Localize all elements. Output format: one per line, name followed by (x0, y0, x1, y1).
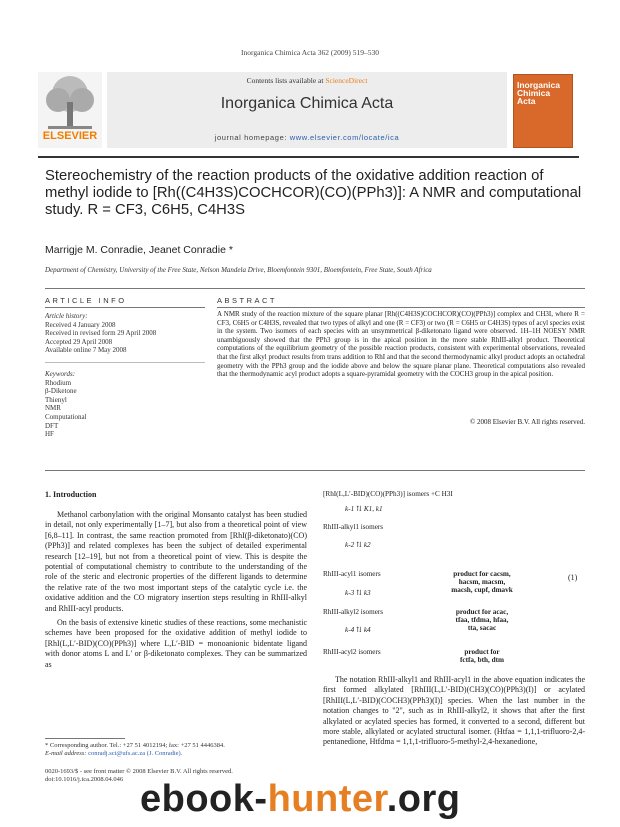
history-item: Accepted 29 April 2008 (45, 337, 113, 346)
intro-paragraph-2: On the basis of extensive kinetic studies of these reactions, some mechanistic schemes have been proposed for the oxidative addition of methyl iodide to [RhI(L,L′-BID)(CO)(PPh3)] where L,L′-BID = monoanionic bidentate ligand with donor atoms L and L′ or β-diketonato complexes. They can be summarized as (45, 618, 307, 669)
keyword: NMR (45, 404, 61, 413)
footnote-line: * Corresponding author. Tel.: +27 51 4012194; fax: +27 51 4446384. (45, 742, 225, 749)
species-acyl2: RhIII-acyl2 isomers (323, 648, 381, 656)
rate-constant: k-1 (345, 505, 355, 513)
article-history (45, 312, 205, 355)
abstract-copyright: © 2008 Elsevier B.V. All rights reserved. (469, 418, 585, 426)
equilibrium-arrow-icon: ⇅ (355, 626, 363, 634)
rate-constant: k-2 (345, 541, 355, 549)
product-line: hacsm, macsm, (458, 578, 506, 586)
abstract-rule (217, 307, 585, 308)
keywords (45, 370, 205, 439)
product-line: tta, sacac (467, 624, 497, 632)
issn-line: 0020-1693/$ - see front matter © 2008 Elsevier B.V. All rights reserved. (45, 768, 233, 775)
footnote (45, 742, 307, 758)
intro-column (45, 510, 307, 670)
contents-line (107, 76, 507, 85)
cover-title-1: Inorganica (517, 80, 560, 90)
history-item: Available online 7 May 2008 (45, 346, 127, 355)
keywords-rule (45, 362, 205, 363)
col2-paragraph (323, 675, 585, 748)
product-line: product for (464, 648, 500, 656)
watermark-part: .org (386, 778, 461, 820)
product-line: fctfa, bth, dtm (460, 656, 504, 664)
scheme-top: [RhI(L,L′-BID)(CO)(PPh3)] isomers +C H3I (323, 490, 453, 498)
alkyl2-products (427, 608, 537, 632)
keyword: HF (45, 430, 54, 439)
species-alkyl1: RhIII-alkyl1 isomers (323, 523, 384, 531)
title-line-1: Stereochemistry of the reaction products of the oxidative addition reaction of (45, 168, 544, 184)
running-head: Inorganica Chimica Acta 362 (2009) 519–530 (241, 48, 379, 57)
email-label: E-mail address: (45, 750, 87, 757)
homepage-link[interactable]: www.elsevier.com/locate/ica (289, 133, 400, 142)
abstract-text: A NMR study of the reaction mixture of the square planar [Rh((C4H3S)COCHCOR)(CO)(PPh3)] complex and CH3I, where R = CF3, C6H5 or C4H3S, revealed that two types of alkyl and one (R = CF3) or two (R = C6H5 or C4H3S) types of acyl species exist in the system. Two isomers of each species with an unsymmetrical β-diketonato ligand were observed. 1H–1H NOESY NMR unambiguously showed that the PPh3 group is in the apical position in the more stable RhIII-alkyl product. Theoretical computations of the equilibrium geometry of the possible reaction products, consistent with experimental observations, revealed that the first alkyl product results from trans addition to RhI and that the second thermodynamic alkyl product adopts an octahedral geometry with the PPh3 group and the iodide above and below the square planar plane. Theoretical computations also revealed that the thermodynamic acyl product adopts a square-pyramidal geometry with the COCH3 group in the apical position. (217, 310, 585, 379)
history-item: Received in revised form 29 April 2008 (45, 329, 157, 338)
keyword: β-Diketone (45, 387, 77, 396)
product-line: product for cacsm, (453, 570, 511, 578)
info-rule (45, 307, 205, 308)
rate-constant: K1, k1 (363, 505, 383, 513)
authors: Marrigje M. Conradie, Jeanet Conradie * (45, 244, 233, 256)
homepage-prefix: journal homepage: (214, 133, 288, 142)
species-alkyl2: RhIII-alkyl2 isomers (323, 608, 384, 616)
step-1 (345, 504, 383, 513)
keyword: Computational (45, 412, 87, 421)
article-title (45, 168, 585, 219)
product-line: product for acac, (455, 608, 509, 616)
product-line: tfaa, tfdma, hfaa, (455, 616, 509, 624)
keywords-label: Keywords: (45, 370, 76, 378)
article-info-heading: ARTICLE INFO (45, 296, 127, 305)
affiliation: Department of Chemistry, University of the Free State, Nelson Mandela Drive, Bloemfontein 9301, Bloemfontein, Free State, South Africa (45, 266, 432, 274)
product-line: macsh, cupf, dmavk (451, 586, 513, 594)
journal-cover-image (513, 74, 573, 148)
title-line-2: methyl iodide to [Rh((C4H3S)COCHCOR)(CO)(PPh3)]: A NMR and computational (45, 185, 582, 201)
rate-constant: k-3 (345, 589, 355, 597)
keyword: Thienyl (45, 395, 67, 404)
abstract-heading: ABSTRACT (217, 296, 278, 305)
step-4 (345, 625, 371, 634)
journal-homepage (107, 133, 507, 142)
rate-constant: k3 (363, 589, 371, 597)
intro-paragraph-1: Methanol carbonylation with the original Monsanto catalyst has been studied in detail, not only experimentally [1–7], but also from a theoretical point of view [6,8–11]. In contrast, the same reaction promoted from [RhI(β-diketonato)(CO)(PPh3)] and related complexes has been the subject of detailed experimental research [12–19], but not from a theoretical point of view. This is despite the potential of computational chemistry to contribute to the understanding of the role of the steric and electronic properties of the different ligands to determine the relative rate of the two most important steps of the catalytic cycle i.e. the oxidative addition and the CO migratory insertion steps resulting in RhIII-alkyl and RhIII-acyl products. (45, 510, 307, 613)
col2-text: The notation RhIII-alkyl1 and RhIII-acyl1 in the above equation indicates the first formed alkylated [RhIII(L,L′-BID)(CH3)(CO)(PPh3)(I)] or acylated [RhIII(L,L′-BID)(COCH3)(PPh3)(I)] species. When the last number in the notation changes to "2", such as in RhIII-alkyl2, it shows that after the first alkylated or acylated species has formed, it converted to a second, different but more stable, alkylated or acylated structural isomer. (Htfaa = 1,1,1-trifluoro-2,4-pentanedione, Htfdma = 1,1,1-trifluoro-5-methyl-2,4-hexanedione, (323, 675, 585, 747)
title-line-3: study. R = CF3, C6H5, C4H3S (45, 202, 245, 218)
footnote-rule (45, 738, 125, 739)
rate-constant: k4 (363, 626, 371, 634)
keyword: Rhodium (45, 378, 72, 387)
history-item: Received 4 January 2008 (45, 320, 116, 329)
watermark (140, 778, 460, 821)
header-divider (38, 156, 579, 158)
equilibrium-arrow-icon: ⇅ (355, 589, 363, 597)
equilibrium-arrow-icon: ⇅ (355, 541, 363, 549)
equilibrium-arrow-icon: ⇅ (355, 505, 363, 513)
step-2 (345, 540, 371, 549)
publisher-name: ELSEVIER (42, 130, 98, 142)
rate-constant: k2 (363, 541, 371, 549)
email-link[interactable]: conradj.sci@ufs.ac.za (J. Conradie). (88, 750, 183, 757)
sciencedirect-link[interactable]: ScienceDirect (325, 76, 368, 85)
watermark-part: ebook- (140, 778, 268, 820)
species-acyl1: RhIII-acyl1 isomers (323, 570, 381, 578)
history-label: Article history: (45, 312, 88, 320)
journal-title: Inorganica Chimica Acta (220, 95, 394, 112)
section-heading: 1. Introduction (45, 490, 97, 499)
step-3 (345, 588, 371, 597)
doi-line: doi:10.1016/j.ica.2008.04.046 (45, 776, 124, 783)
body-divider (45, 470, 585, 471)
rate-constant: k-4 (345, 626, 355, 634)
keyword: DFT (45, 421, 59, 430)
watermark-part: hunter (267, 778, 387, 820)
equation-number: (1) (568, 573, 578, 582)
contents-prefix: Contents lists available at (246, 76, 324, 85)
info-divider (45, 288, 585, 289)
acyl1-products (427, 570, 537, 594)
acyl2-products (427, 648, 537, 664)
cover-title-2: Chimica Acta (517, 88, 551, 106)
